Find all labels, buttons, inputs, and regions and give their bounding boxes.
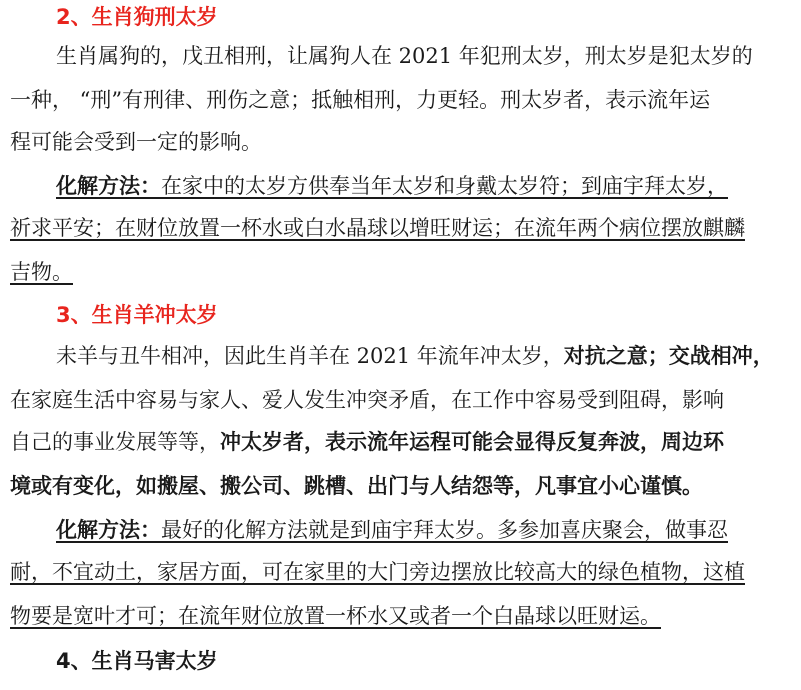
section-3-line-1-normal: 未羊与丑牛相冲，因此生肖羊在 2021 年流年冲太岁， <box>56 344 564 368</box>
section-3-paragraph-line-2: 在家庭生活中容易与家人、爱人发生冲突矛盾，在工作中容易受到阻碍，影响 <box>10 388 724 412</box>
section-3-method-text-1: 最好的化解方法就是到庙宇拜太岁。多参加喜庆聚会，做事忍 <box>161 518 728 542</box>
section-3-paragraph-line-3 <box>10 428 780 456</box>
section-2-method-line-3: 吉物。 <box>10 260 73 284</box>
section-3-line-3-bold: 冲太岁者，表示流年运程可能会显得反复奔波，周边环 <box>220 430 724 454</box>
section-3-paragraph-line-4: 境或有变化，如搬屋、搬公司、跳槽、出门与人结怨等，凡事宜小心谨慎。 <box>10 474 703 498</box>
section-3-method-line-2: 耐，不宜动土，家居方面，可在家里的大门旁边摆放比较高大的绿色植物，这植 <box>10 560 745 584</box>
section-2-method-text-1: 在家中的太岁方供奉当年太岁和身戴太岁符；到庙宇拜太岁， <box>161 174 728 198</box>
section-3-method-line-1 <box>56 516 801 544</box>
section-3-line-1-bold: 对抗之意；交战相冲， <box>563 344 774 368</box>
section-2-heading: 2、生肖狗刑太岁 <box>56 5 218 29</box>
section-2-method-line-2: 祈求平安；在财位放置一杯水或白水晶球以增旺财运；在流年两个病位摆放麒麟 <box>10 216 745 240</box>
section-2-method-label: 化解方法： <box>56 174 161 198</box>
section-2-paragraph-line-3: 程可能会受到一定的影响。 <box>10 130 262 154</box>
section-4-heading: 4、生肖马害太岁 <box>56 649 218 673</box>
section-3-method-line-3: 物要是宽叶才可；在流年财位放置一杯水又或者一个白晶球以旺财运。 <box>10 604 661 628</box>
section-2-paragraph-line-1: 生肖属狗的，戊丑相刑，让属狗人在 2021 年犯刑太岁，刑太岁是犯太岁的 <box>56 44 753 68</box>
section-3-paragraph-line-1 <box>56 342 801 370</box>
section-3-line-3-normal: 自己的事业发展等等， <box>10 430 220 454</box>
section-3-method-label: 化解方法： <box>56 518 161 542</box>
section-2-method-line-1 <box>56 172 801 200</box>
section-2-paragraph-line-2: 一种， “刑”有刑律、刑伤之意；抵触相刑，力更轻。刑太岁者，表示流年运 <box>10 88 711 112</box>
section-3-heading: 3、生肖羊冲太岁 <box>56 303 218 327</box>
